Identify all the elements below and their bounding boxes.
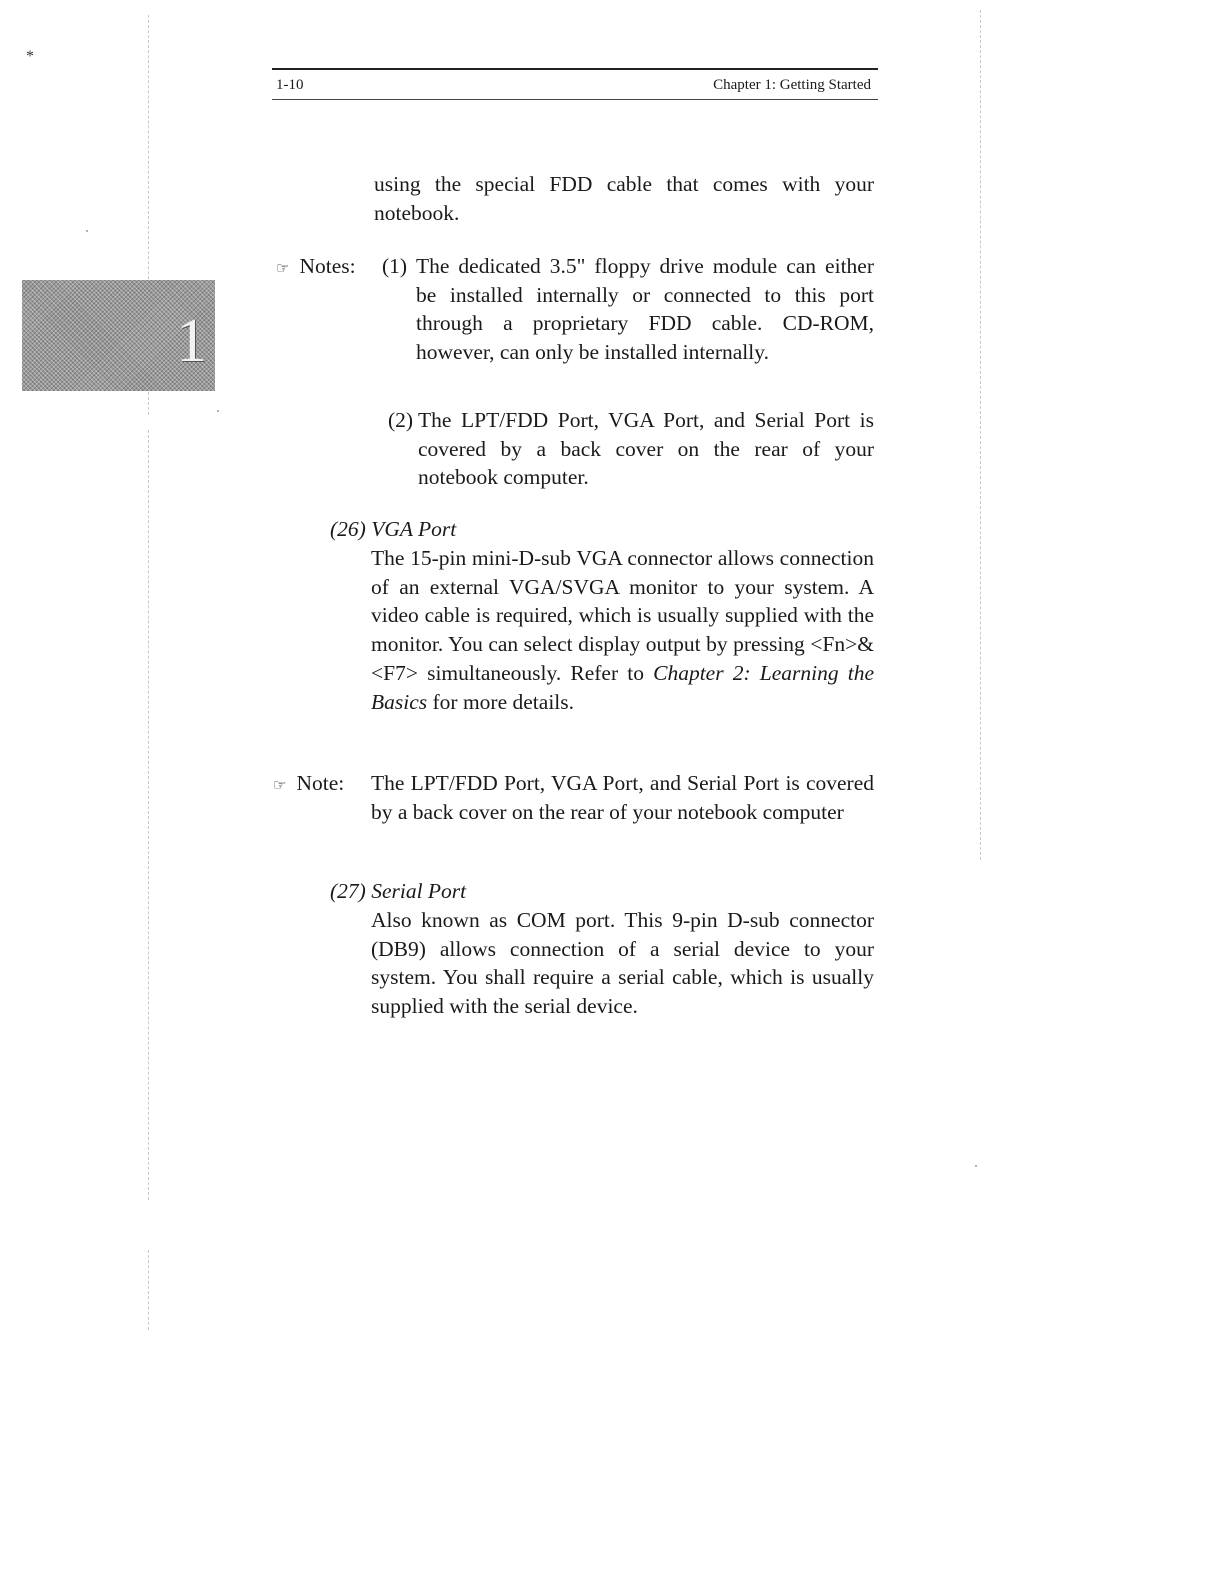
chapter-thumb-number: 1 — [176, 307, 207, 375]
note-label-text: Note: — [296, 771, 345, 795]
note-text: The LPT/FDD Port, VGA Port, and Serial Port is covered by a back cover on the rear of your notebook computer — [371, 771, 874, 824]
notes-label-text: Notes: — [299, 254, 356, 278]
scan-margin-line — [148, 430, 149, 1200]
note-item-marker: (1) — [382, 254, 408, 278]
vga-port-body-text-end: for more details. — [427, 689, 575, 714]
scan-speck — [975, 1165, 977, 1167]
vga-port-body — [371, 544, 874, 716]
page-number: 1-10 — [276, 77, 304, 93]
note-item-marker: (2) — [388, 408, 414, 432]
chapter-2-reference: Chapter 2: Learning the Basics — [371, 660, 874, 714]
chapter-thumb-tab — [22, 280, 215, 391]
pointing-hand-icon: ☞ — [276, 261, 290, 277]
serial-port-heading: (27) Serial Port — [330, 879, 467, 903]
scan-margin-line — [980, 10, 981, 860]
running-header-chapter: Chapter 1: Getting Started — [713, 77, 871, 93]
scan-speck — [217, 410, 219, 412]
pointing-hand-icon: ☞ — [273, 778, 287, 794]
note-label — [273, 769, 344, 801]
scan-speck — [86, 230, 88, 232]
scan-margin-line — [148, 1250, 149, 1330]
header-rule-top — [272, 68, 878, 70]
header-rule-bottom — [272, 99, 878, 100]
vga-port-body-text: The 15-pin mini-D-sub VGA connector allows connection of an external VGA/SVGA monitor to your system. A video cable is required, which is usually supplied with the monitor. You can select display output by pressing <Fn>& <F7> simultaneously. Refer to — [371, 546, 874, 685]
intro-paragraph: using the special FDD cable that comes with your notebook. — [374, 172, 874, 225]
serial-port-body: Also known as COM port. This 9-pin D-sub connector (DB9) allows connection of a serial device to your system. You shall require a serial cable, which is usually supplied with the serial device. — [371, 908, 874, 1019]
vga-port-heading: (26) VGA Port — [330, 517, 457, 541]
scan-star-mark: * — [26, 48, 34, 65]
note-item-text: The LPT/FDD Port, VGA Port, and Serial Port is covered by a back cover on the rear of your notebook computer. — [418, 408, 874, 490]
note-item-text: The dedicated 3.5" floppy drive module can either be installed internally or connected to this port through a proprietary FDD cable. CD-ROM, however, can only be installed internally. — [416, 254, 874, 365]
notes-label — [276, 252, 356, 284]
